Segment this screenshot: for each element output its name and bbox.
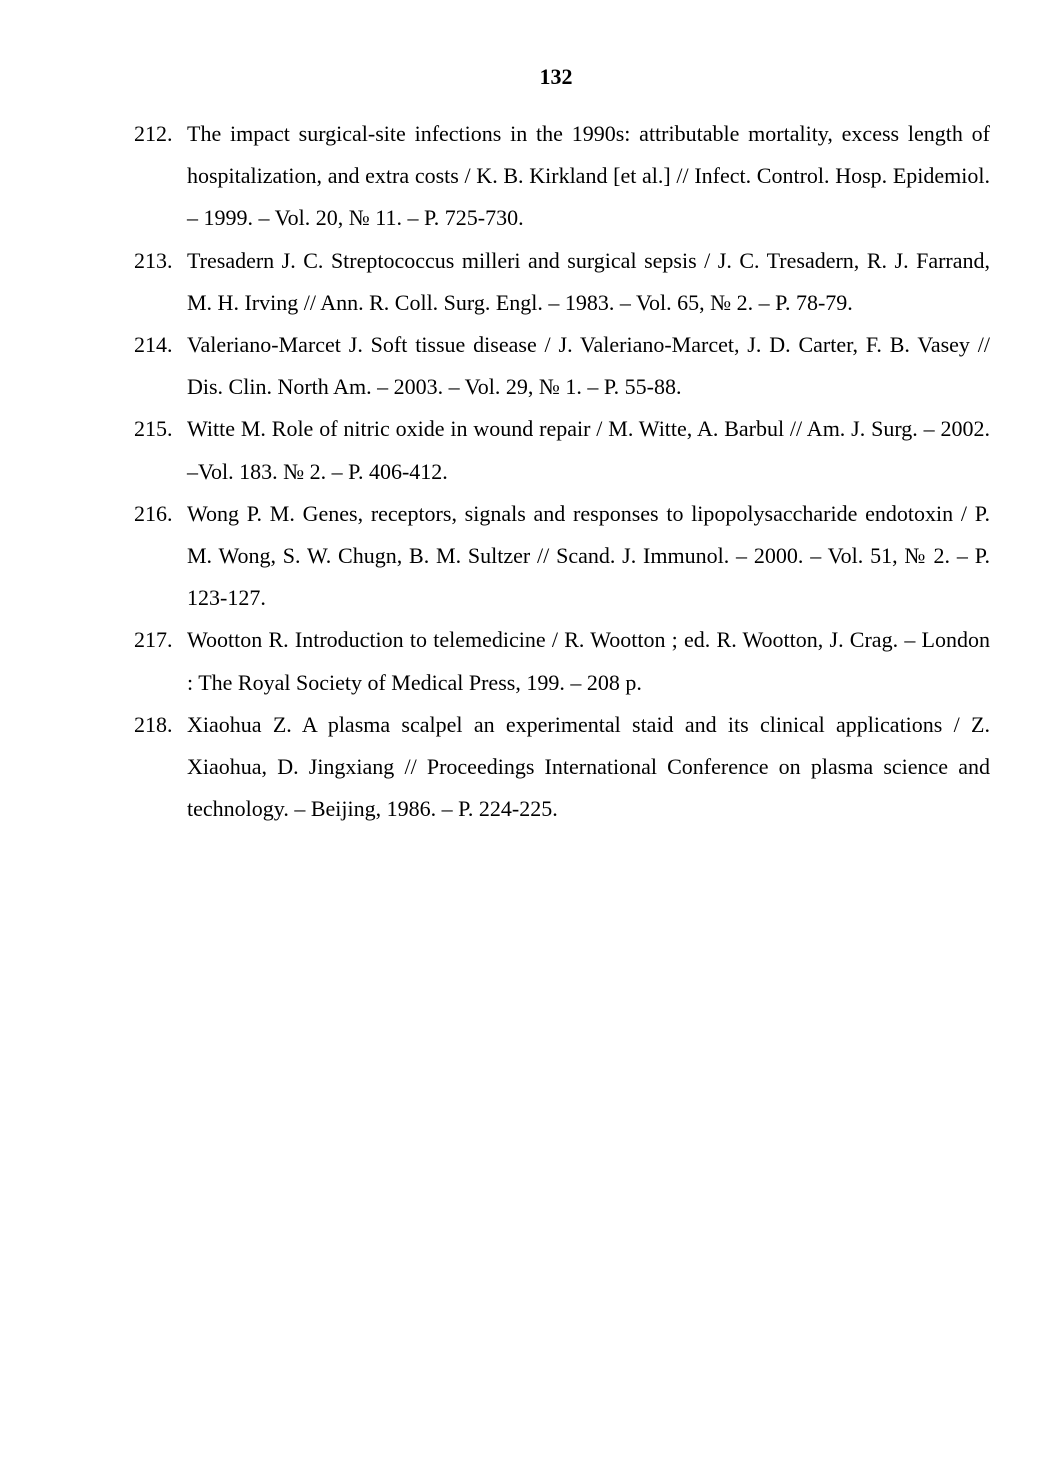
reference-number: 217.: [134, 627, 173, 653]
reference-item: [134, 493, 990, 620]
reference-text: Wootton R. Introduction to telemedicine / R. Wootton ; ed. R. Wootton, J. Crag. – London : The Royal Society of Medical Press, 199. – 208 p.: [187, 627, 990, 695]
reference-item: [134, 408, 990, 492]
reference-item: [134, 619, 990, 703]
reference-number: 218.: [134, 711, 173, 737]
reference-text: The impact surgical-site infections in the 1990s: attributable mortality, excess length of hospitalization, and extra costs / K. B. Kirkland [et al.] // Infect. Control. Hosp. Epidemiol. – 1999. – Vol. 20, № 11. – P. 725-730.: [187, 121, 990, 231]
page-number: 132: [539, 64, 573, 89]
reference-item: [134, 704, 990, 831]
reference-text: Tresadern J. C. Streptococcus milleri and surgical sepsis / J. C. Tresadern, R. J. Farrand, M. H. Irving // Ann. R. Coll. Surg. Engl. – 1983. – Vol. 65, № 2. – P. 78-79.: [187, 247, 990, 315]
reference-item: [134, 240, 990, 324]
reference-list: [134, 113, 990, 830]
reference-text: Xiaohua Z. A plasma scalpel an experimental staid and its clinical applications / Z. Xiaohua, D. Jingxiang // Proceedings International Conference on plasma science and technology. – Beijing, 1986. – P. 224-225.: [187, 711, 990, 822]
reference-number: 212.: [134, 121, 173, 146]
reference-number: 213.: [134, 247, 173, 273]
reference-number: 216.: [134, 500, 173, 526]
reference-number: 214.: [134, 332, 173, 358]
reference-text: Witte M. Role of nitric oxide in wound repair / M. Witte, A. Barbul // Am. J. Surg. – 2002. –Vol. 183. № 2. – P. 406-412.: [187, 416, 990, 484]
reference-text: Valeriano-Marcet J. Soft tissue disease / J. Valeriano-Marcet, J. D. Carter, F. B. Vasey // Dis. Clin. North Am. – 2003. – Vol. 29, № 1. – P. 55-88.: [187, 332, 990, 400]
reference-number: 215.: [134, 416, 173, 442]
reference-item: [134, 324, 990, 408]
reference-item: [134, 113, 990, 240]
reference-text: Wong P. M. Genes, receptors, signals and responses to lipopolysaccharide endotoxin / P. M. Wong, S. W. Chugn, B. M. Sultzer // Scand. J. Immunol. – 2000. – Vol. 51, № 2. – P. 123-127.: [187, 500, 990, 611]
